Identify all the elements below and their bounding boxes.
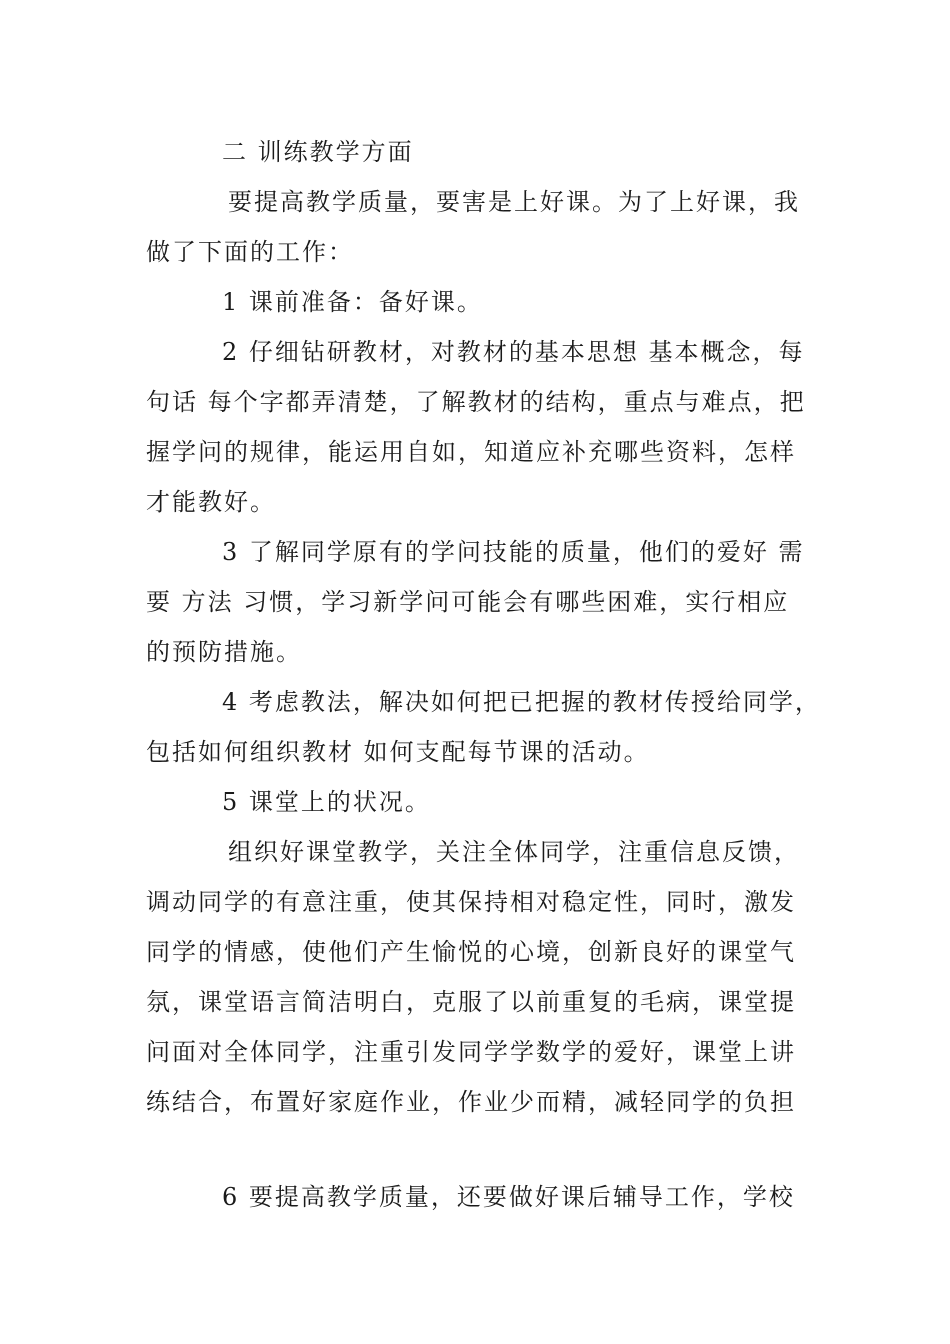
list-item-line: 2 仔细钻研教材，对教材的基本思想 基本概念，每: [222, 338, 805, 366]
paragraph-line: 做了下面的工作：: [146, 238, 354, 266]
paragraph-line: 的预防措施。: [146, 638, 302, 666]
paragraph-line: 组织好课堂教学，关注全体同学，注重信息反馈，: [228, 838, 800, 866]
paragraph-line: 练结合，布置好家庭作业，作业少而精，减轻同学的负担: [146, 1088, 796, 1116]
paragraph-line: 要 方法 习惯，学习新学问可能会有哪些困难，实行相应: [146, 588, 790, 616]
paragraph-line: 氛，课堂语言简洁明白，克服了以前重复的毛病，课堂提: [146, 988, 796, 1016]
list-item-line: 3 了解同学原有的学问技能的质量，他们的爱好 需: [222, 538, 805, 566]
list-item-line: 6 要提高教学质量，还要做好课后辅导工作，学校: [222, 1183, 795, 1211]
paragraph-line: 握学问的规律，能运用自如，知道应补充哪些资料，怎样: [146, 438, 796, 466]
paragraph-line: 要提高教学质量，要害是上好课。为了上好课，我: [228, 188, 800, 216]
list-item-line: 4 考虑教法，解决如何把已把握的教材传授给同学，: [222, 688, 821, 716]
paragraph-line: 才能教好。: [146, 488, 276, 516]
list-item-line: 1 课前准备：备好课。: [222, 288, 483, 316]
paragraph-line: 句话 每个字都弄清楚，了解教材的结构，重点与难点，把: [146, 388, 806, 416]
paragraph-line: 包括如何组织教材 如何支配每节课的活动。: [146, 738, 650, 766]
list-item-line: 5 课堂上的状况。: [222, 788, 431, 816]
paragraph-line: 问面对全体同学，注重引发同学学数学的爱好，课堂上讲: [146, 1038, 796, 1066]
paragraph-line: 同学的情感，使他们产生愉悦的心境，创新良好的课堂气: [146, 938, 796, 966]
section-heading: 二 训练教学方面: [222, 138, 414, 166]
paragraph-line: 调动同学的有意注重，使其保持相对稳定性，同时，激发: [146, 888, 796, 916]
